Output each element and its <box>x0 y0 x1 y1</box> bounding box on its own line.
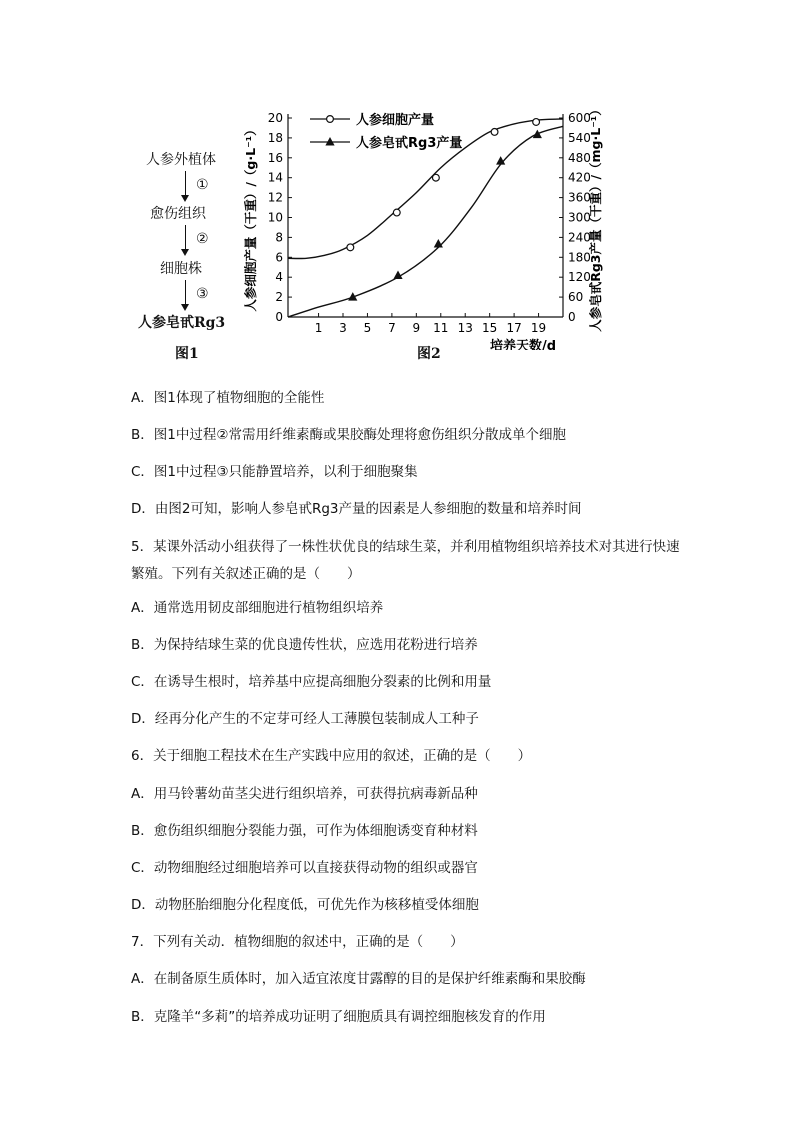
cell-yield-point <box>432 174 439 181</box>
left-y-axis-title: 人参细胞产量（干重）/（g·L⁻¹） <box>243 123 258 312</box>
left-y-tick-label: 14 <box>267 170 283 185</box>
left-y-tick-label: 10 <box>267 210 283 225</box>
flow-step-2: ② <box>196 231 209 247</box>
question-6-stem: 6．关于细胞工程技术在生产实践中应用的叙述，正确的是（ ） <box>131 748 532 764</box>
flow-node-cell-line: 细胞株 <box>160 261 202 277</box>
flow-arrow-2 <box>185 225 186 250</box>
flow-node-explant: 人参外植体 <box>146 152 216 168</box>
flow-node-rg3: 人参皂甙Rg3 <box>138 315 226 331</box>
right-y-tick-label: 120 <box>568 270 591 285</box>
flow-step-1: ① <box>196 177 209 193</box>
flow-step-3: ③ <box>196 286 209 302</box>
right-y-tick-label: 0 <box>568 310 576 324</box>
figure2-chart <box>230 95 605 354</box>
left-y-tick-label: 2 <box>275 290 283 305</box>
chart-svg <box>230 95 605 350</box>
question-4-option-d: D．由图2可知，影响人参皂甙Rg3产量的因素是人参细胞的数量和培养时间 <box>131 501 582 517</box>
right-y-tick-label: 240 <box>568 230 591 245</box>
left-y-tick-label: 12 <box>267 190 283 205</box>
right-y-axis-title: 人参皂甙Rg3产量（干重）/（mg·L⁻¹） <box>588 103 603 332</box>
right-y-tick-label: 420 <box>568 170 591 185</box>
x-tick-label: 9 <box>412 321 421 335</box>
legend-marker-rg3 <box>325 137 334 146</box>
question-4-option-a: A．图1体现了植物细胞的全能性 <box>131 390 325 406</box>
question-5-option-c: C．在诱导生根时，培养基中应提高细胞分裂素的比例和用量 <box>131 674 492 690</box>
right-y-tick-label: 180 <box>568 250 591 265</box>
x-tick-label: 15 <box>482 321 498 335</box>
cell-yield-point <box>491 129 498 136</box>
x-tick-label: 7 <box>388 321 396 335</box>
flow-arrow-3 <box>185 280 186 305</box>
left-y-tick-label: 4 <box>275 270 283 285</box>
question-7-option-b: B．克隆羊“多莉”的培养成功证明了细胞质具有调控细胞核发育的作用 <box>131 1009 546 1025</box>
x-tick-label: 19 <box>530 321 547 335</box>
x-tick-label: 1 <box>314 321 323 335</box>
legend-label-rg3: 人参皂甙Rg3产量 <box>356 136 463 151</box>
x-tick-label: 17 <box>506 321 522 335</box>
question-4-option-b: B．图1中过程②常需用纤维素酶或果胶酶处理将愈伤组织分散成单个细胞 <box>131 427 566 443</box>
rg3-yield-curve <box>288 126 563 317</box>
question-6-option-d: D．动物胚胎细胞分化程度低，可优先作为核移植受体细胞 <box>131 897 479 913</box>
question-7-stem: 7．下列有关动．植物细胞的叙述中，正确的是（ ） <box>131 934 464 950</box>
right-y-tick-label: 300 <box>568 210 591 225</box>
figure2-caption: 图2 <box>417 346 441 362</box>
right-y-tick-label: 60 <box>568 290 584 305</box>
flow-arrow-1 <box>185 171 186 196</box>
figure1-caption: 图1 <box>175 346 199 362</box>
right-y-tick-label: 480 <box>568 150 591 165</box>
flow-node-callus: 愈伤组织 <box>150 206 206 222</box>
x-tick-label: 3 <box>339 321 347 335</box>
left-y-tick-label: 18 <box>267 130 283 145</box>
question-5-stem: 5．某课外活动小组获得了一株性状优良的结球生菜，并利用植物组织培养技术对其进行快速繁殖。下列有关叙述正确的是（ ） <box>131 539 680 582</box>
figure-area <box>0 0 794 380</box>
question-4-option-c: C．图1中过程③只能静置培养，以利于细胞聚集 <box>131 464 418 480</box>
question-6-option-c: C．动物细胞经过细胞培养可以直接获得动物的组织或器官 <box>131 860 478 876</box>
right-y-tick-label: 360 <box>568 190 591 205</box>
legend-label-cell: 人参细胞产量 <box>356 113 435 128</box>
left-y-tick-label: 6 <box>275 250 283 265</box>
x-tick-label: 11 <box>433 321 449 335</box>
question-5-option-a: A．通常选用韧皮部细胞进行植物组织培养 <box>131 600 384 616</box>
question-5-option-b: B．为保持结球生菜的优良遗传性状，应选用花粉进行培养 <box>131 637 478 653</box>
left-y-tick-label: 0 <box>275 310 283 324</box>
cell-yield-point <box>347 244 354 251</box>
question-6-option-b: B．愈伤组织细胞分裂能力强，可作为体细胞诱变育种材料 <box>131 823 478 839</box>
question-6-option-a: A．用马铃薯幼苗茎尖进行组织培养，可获得抗病毒新品种 <box>131 786 478 802</box>
left-y-tick-label: 16 <box>267 150 283 165</box>
right-y-tick-label: 600 <box>568 111 591 125</box>
left-y-tick-label: 20 <box>267 111 283 125</box>
x-tick-label: 13 <box>457 321 473 335</box>
question-5-option-d: D．经再分化产生的不定芽可经人工薄膜包装制成人工种子 <box>131 711 479 727</box>
cell-yield-point <box>393 209 400 216</box>
x-tick-label: 5 <box>363 321 372 335</box>
x-axis-title: 培养天数/d <box>489 339 557 350</box>
cell-yield-point <box>533 119 540 126</box>
left-y-tick-label: 8 <box>275 230 283 245</box>
right-y-tick-label: 540 <box>568 130 591 145</box>
question-7-option-a: A．在制备原生质体时，加入适宜浓度甘露醇的目的是保护纤维素酶和果胶酶 <box>131 971 586 987</box>
legend-marker-cell <box>327 116 334 123</box>
rg3-yield-point <box>533 130 542 139</box>
